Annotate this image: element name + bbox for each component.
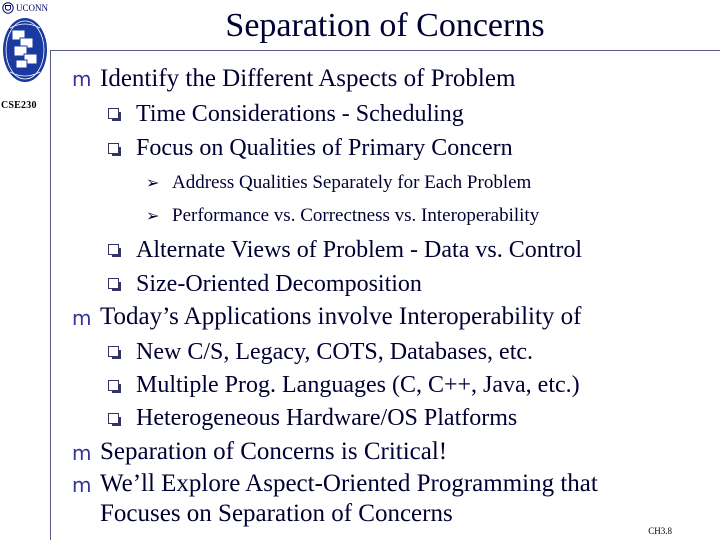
sub-sub-bullet-text: Address Qualities Separately for Each Problem xyxy=(172,172,532,193)
arrow-bullet-icon: ➢ xyxy=(146,173,160,192)
sub-bullet-text: Multiple Prog. Languages (C, C++, Java, etc.) xyxy=(136,372,580,398)
square-bullet-icon xyxy=(108,143,119,154)
bullet-marker-icon: m xyxy=(72,473,92,497)
university-seal-icon xyxy=(2,16,48,84)
uconn-logo xyxy=(2,1,48,15)
bullet-text: We’ll Explore Aspect-Oriented Programming that xyxy=(100,470,598,497)
page-number: CH3.8 xyxy=(648,526,672,536)
arrow-bullet-icon: ➢ xyxy=(146,206,160,225)
sub-bullet-text: Time Considerations - Scheduling xyxy=(136,101,464,127)
sidebar xyxy=(0,0,50,540)
shield-icon xyxy=(2,2,14,14)
square-bullet-icon xyxy=(108,346,119,357)
bullet-text-continuation: Focuses on Separation of Concerns xyxy=(100,500,453,527)
course-label: CSE230 xyxy=(1,100,37,111)
page-title: Separation of Concerns xyxy=(225,7,545,44)
sub-bullet-text: Alternate Views of Problem - Data vs. Control xyxy=(136,237,583,263)
sub-sub-bullet-text: Performance vs. Correctness vs. Interoperability xyxy=(172,205,540,226)
logo-text: UCONN xyxy=(16,3,49,13)
bullet-marker-icon: m xyxy=(72,441,92,465)
bullet-marker-icon: m xyxy=(72,306,92,330)
bullet-text: Separation of Concerns is Critical! xyxy=(100,438,448,465)
sub-bullet-text: New C/S, Legacy, COTS, Databases, etc. xyxy=(136,339,534,365)
sub-bullet-text: Heterogeneous Hardware/OS Platforms xyxy=(136,405,518,431)
bullet-marker-icon: m xyxy=(72,67,92,91)
square-bullet-icon xyxy=(108,244,119,255)
vertical-divider xyxy=(50,50,51,540)
bullet-text: Today’s Applications involve Interoperability of xyxy=(100,303,582,330)
sub-bullet-text: Size-Oriented Decomposition xyxy=(136,271,422,297)
sub-bullet-text: Focus on Qualities of Primary Concern xyxy=(136,135,513,161)
square-bullet-icon xyxy=(108,108,119,119)
square-bullet-icon xyxy=(108,380,119,391)
horizontal-divider xyxy=(50,50,720,51)
bullet-text: Identify the Different Aspects of Problem xyxy=(100,65,516,92)
square-bullet-icon xyxy=(108,413,119,424)
square-bullet-icon xyxy=(108,278,119,289)
